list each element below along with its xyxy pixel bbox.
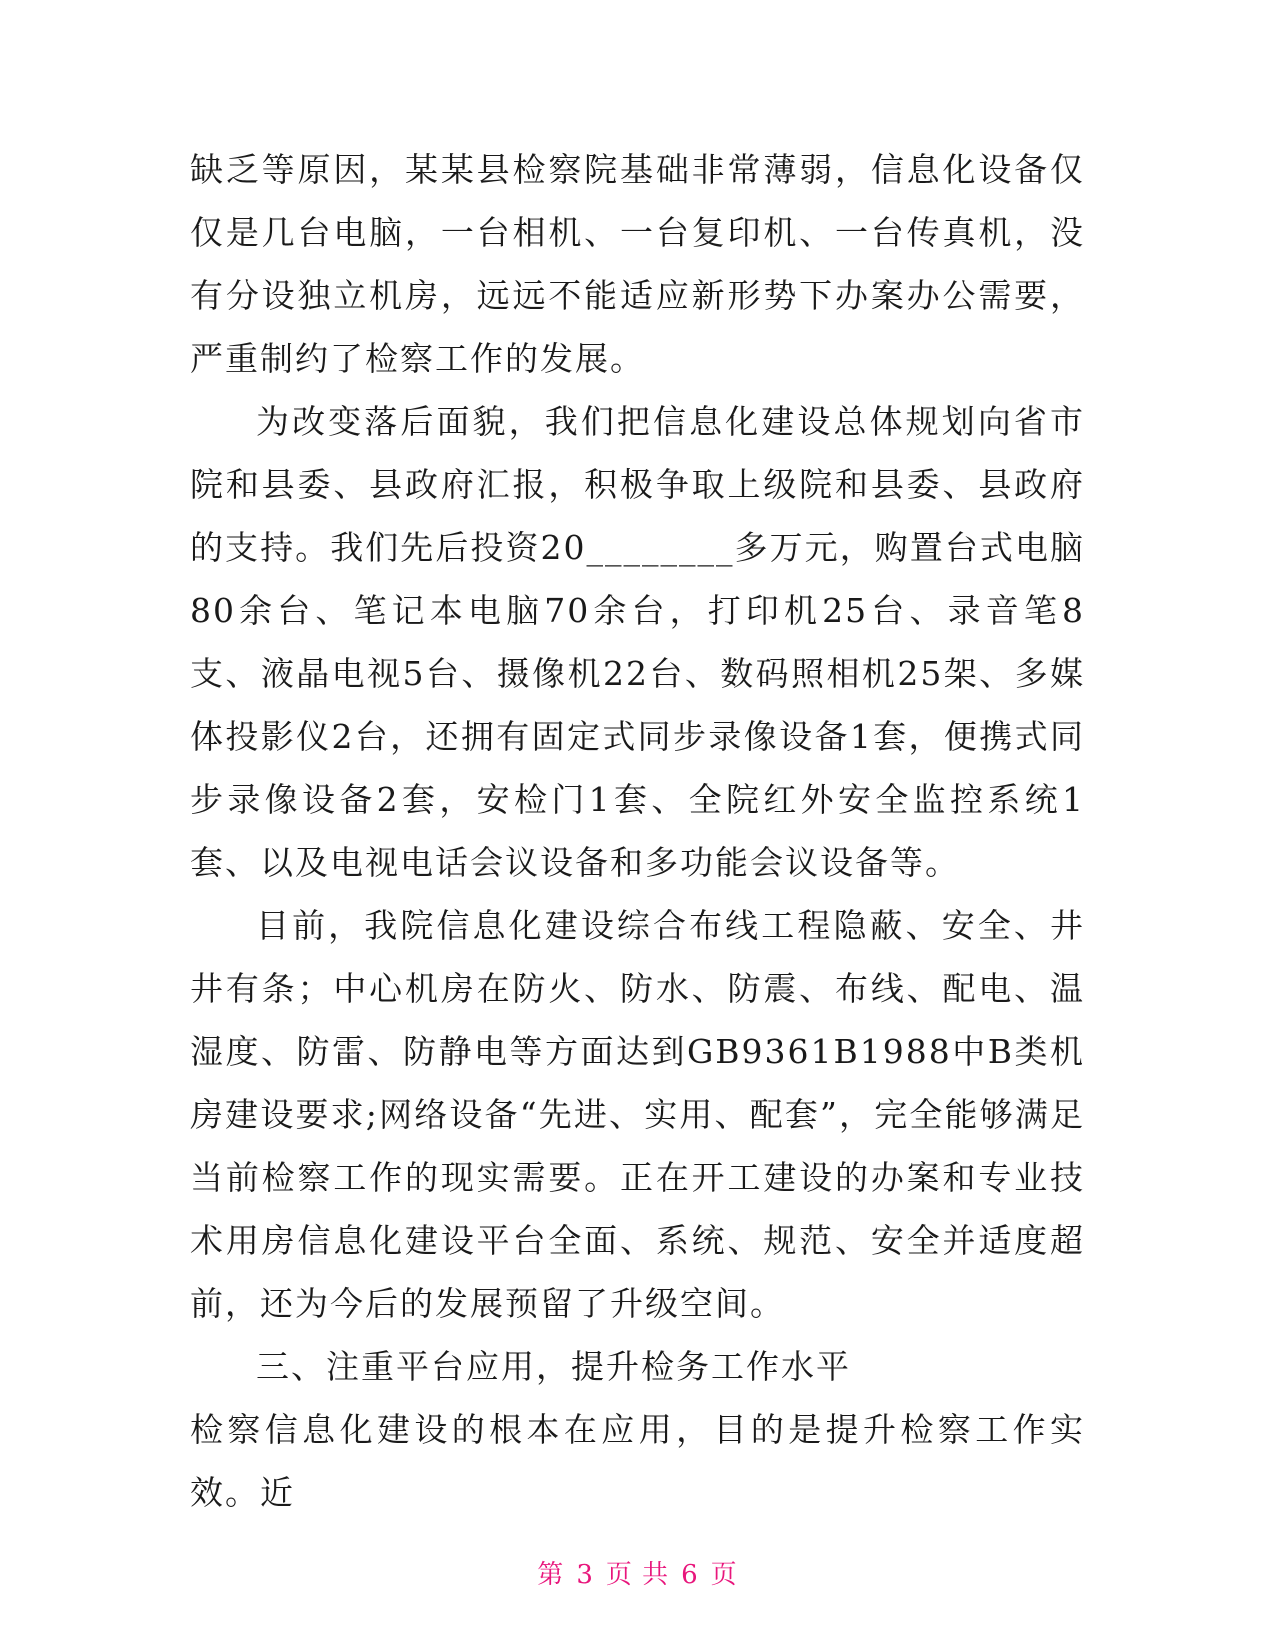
paragraph-current-status: 目前，我院信息化建设综合布线工程隐蔽、安全、井井有条；中心机房在防火、防水、防震、布线、配电、温湿度、防雷、防静电等方面达到GB9361B1988中B类机房建设要求;网络设备“先进、实用、配套”，完全能够满足当前检察工作的现实需要。正在开工建设的办案和专业技术用房信息化建设平台全面、系统、规范、安全并适度超前，还为今后的发展预留了升级空间。 [190, 906, 1085, 1323]
footer-page-number: 3 [576, 1560, 594, 1590]
paragraph-continued: 缺乏等原因，某某县检察院基础非常薄弱，信息化设备仅仅是几台电脑，一台相机、一台复印机、一台传真机，没有分设独立机房，远远不能适应新形势下办案办公需要，严重制约了检察工作的发展。 [190, 150, 1085, 378]
footer-suffix: 页 [710, 1560, 738, 1590]
section-heading: 三、注重平台应用，提升检务工作水平 [256, 1347, 851, 1386]
document-body [190, 138, 1085, 1524]
paragraph-application: 检察信息化建设的根本在应用，目的是提升检察工作实效。近 [190, 1410, 1085, 1512]
paragraph-investment: 为改变落后面貌，我们把信息化建设总体规划向省市院和县委、县政府汇报，积极争取上级院和县委、县政府的支持。我们先后投资20________多万元，购置台式电脑80余台、笔记本电脑70余台，打印机25台、录音笔8支、液晶电视5台、摄像机22台、数码照相机25架、多媒体投影仪2台，还拥有固定式同步录像设备1套，便携式同步录像设备2套，安检门1套、全院红外安全监控系统1套、以及电视电话会议设备和多功能会议设备等。 [190, 402, 1085, 882]
footer-middle: 页 共 [605, 1560, 670, 1590]
footer-prefix: 第 [537, 1560, 565, 1590]
page-footer [0, 1554, 1275, 1591]
footer-total-pages: 6 [681, 1560, 699, 1590]
